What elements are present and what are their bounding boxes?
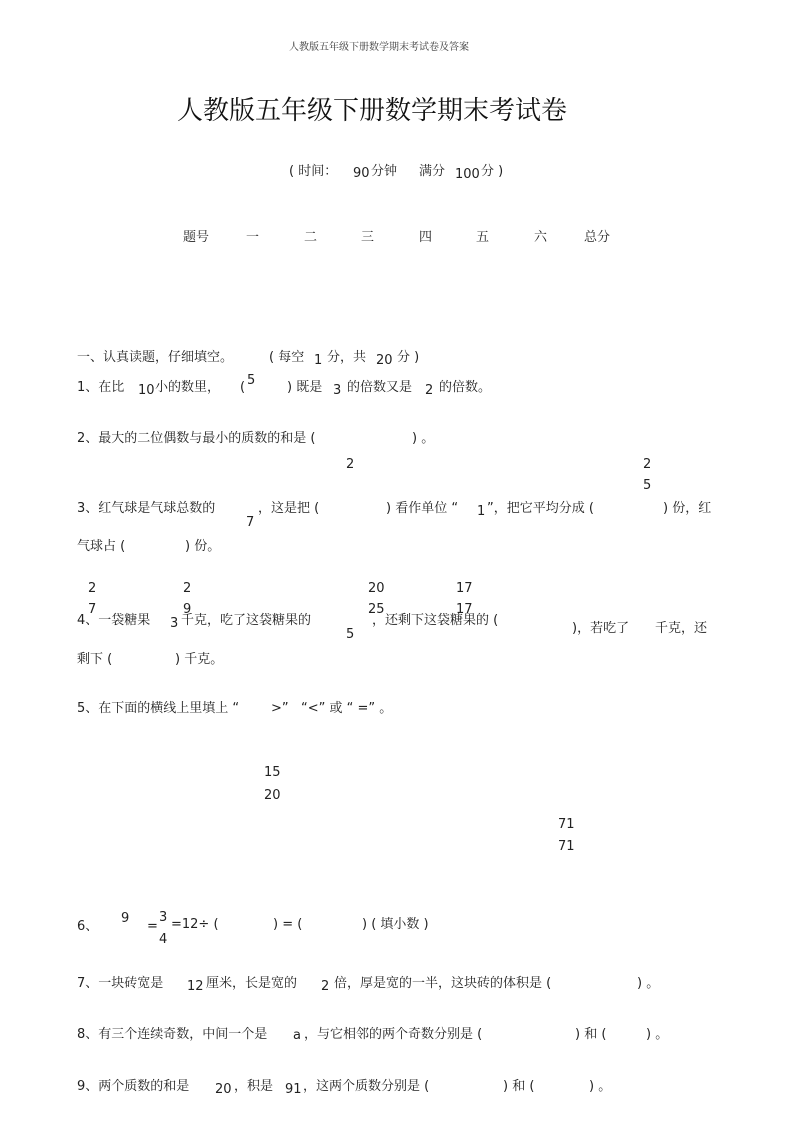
- question-5-value: 15: [264, 765, 281, 780]
- score-col-total: 总分: [584, 230, 611, 245]
- fraction-numerator: 2: [88, 581, 97, 596]
- question-7-number: 2: [321, 979, 330, 994]
- time-value: 90: [353, 166, 370, 181]
- full-score-value: 100: [455, 167, 480, 182]
- question-4-text: 千克，还: [655, 621, 708, 636]
- fraction-denominator: 5: [643, 478, 652, 493]
- question-9-text: 9、两个质数的和是: [77, 1079, 190, 1094]
- question-8-text: ) 。: [646, 1027, 669, 1042]
- section-1-note: 分，共: [327, 350, 367, 365]
- fraction-numerator: 20: [368, 581, 385, 596]
- score-col-1: 一: [246, 230, 260, 245]
- score-col-4: 四: [419, 230, 433, 245]
- question-6-text: ) ( 填小数 ): [362, 917, 429, 932]
- question-1-text: 的倍数。: [439, 380, 492, 395]
- time-label: ( 时间：: [289, 164, 338, 179]
- question-7-text: 厘米，长是宽的: [206, 976, 298, 991]
- question-7-text: ) 。: [637, 976, 660, 991]
- question-4-text: 千克，吃了这袋糖果的: [181, 613, 312, 628]
- question-5-text: “<” 或 “ =” 。: [301, 701, 393, 716]
- question-9-text: ) 和 (: [503, 1079, 535, 1094]
- section-1-note-value: 20: [376, 353, 393, 368]
- page-title: 人教版五年级下册数学期末考试卷: [177, 96, 568, 126]
- question-9-number: 20: [215, 1082, 232, 1097]
- question-9-text: ，这两个质数分别是 (: [303, 1079, 430, 1094]
- score-table-label: 题号: [183, 230, 210, 245]
- question-9-text: ) 。: [589, 1079, 612, 1094]
- question-3-text: ) 份。: [185, 539, 221, 554]
- question-3-text: ) 看作单位 “: [386, 501, 459, 516]
- time-unit: 分钟: [371, 164, 398, 179]
- question-3-text: 气球占 (: [77, 539, 126, 554]
- question-7-text: 7、一块砖宽是: [77, 976, 164, 991]
- section-1-note: 分 ): [397, 350, 420, 365]
- question-1-text: 1、在比: [77, 380, 125, 395]
- question-1-text: 的倍数又是: [347, 380, 413, 395]
- fraction-numerator: 2: [346, 457, 355, 472]
- question-7-number: 12: [187, 979, 204, 994]
- question-1-number: 3: [333, 383, 342, 398]
- fraction-denominator: 17: [456, 602, 473, 617]
- fraction-numerator: 3: [159, 910, 168, 925]
- score-col-6: 六: [534, 230, 548, 245]
- question-2-text: 2、最大的二位偶数与最小的质数的和是 (: [77, 431, 316, 446]
- question-5-value: 20: [264, 788, 281, 803]
- fraction-numerator: 17: [456, 581, 473, 596]
- question-5-value: 71: [558, 817, 575, 832]
- running-header: 人教版五年级下册数学期末考试卷及答案: [289, 42, 469, 53]
- fraction-denominator: 4: [159, 932, 168, 947]
- question-6-text: 6、: [77, 919, 99, 934]
- question-9-text: ，积是: [234, 1079, 274, 1094]
- fraction-denominator: 9: [183, 602, 192, 617]
- question-4-number: 3: [170, 616, 179, 631]
- question-1-text: ) 既是: [287, 380, 323, 395]
- question-3-text: ”，把它平均分成 (: [487, 501, 594, 516]
- question-3-text: ，这是把 (: [258, 501, 320, 516]
- section-1-heading: 一、认真读题，仔细填空。: [77, 350, 234, 365]
- question-4-text: ) 千克。: [175, 652, 224, 667]
- question-8-text: ) 和 (: [575, 1027, 607, 1042]
- question-1-bracket: (: [240, 380, 246, 395]
- question-4-text: 剩下 (: [77, 652, 113, 667]
- question-3-text: ) 份，红: [663, 501, 712, 516]
- question-8-text: ，与它相邻的两个奇数分别是 (: [304, 1027, 483, 1042]
- question-9-number: 91: [285, 1082, 302, 1097]
- question-1-number: 5: [247, 373, 256, 388]
- question-6-text: ) = (: [273, 917, 303, 932]
- question-4-text: ，还剩下这袋糖果的 (: [372, 613, 499, 628]
- fraction-denominator: 7: [88, 602, 97, 617]
- question-5-text: 5、在下面的横线上里填上 “: [77, 701, 240, 716]
- question-8-text: 8、有三个连续奇数，中间一个是: [77, 1027, 268, 1042]
- score-col-2: 二: [304, 230, 318, 245]
- question-4-number: 5: [346, 627, 355, 642]
- fraction-denominator: 7: [246, 515, 255, 530]
- fraction-numerator: 2: [643, 457, 652, 472]
- question-6-number: 9: [121, 911, 130, 926]
- question-4-text: 4、一袋糖果: [77, 613, 151, 628]
- fraction-denominator: 25: [368, 602, 385, 617]
- question-4-text: )，若吃了: [572, 621, 630, 636]
- question-6-equals: =: [147, 919, 158, 934]
- question-2-text: ) 。: [412, 431, 435, 446]
- question-8-variable: a: [293, 1028, 301, 1043]
- question-7-text: 倍，厚是宽的一半，这块砖的体积是 (: [334, 976, 552, 991]
- question-1-text: 小的数里，: [155, 380, 221, 395]
- question-3-number: 1: [477, 504, 486, 519]
- full-score-label: 满分: [419, 164, 446, 179]
- score-col-3: 三: [361, 230, 375, 245]
- question-1-number: 2: [425, 383, 434, 398]
- section-1-note: ( 每空: [269, 350, 305, 365]
- score-col-5: 五: [476, 230, 490, 245]
- question-1-number: 10: [138, 383, 155, 398]
- full-score-close: 分 ): [481, 164, 504, 179]
- section-1-note-value: 1: [314, 353, 323, 368]
- question-5-text: >”: [271, 701, 289, 716]
- question-3-text: 3、红气球是气球总数的: [77, 501, 216, 516]
- question-6-text: =12÷ (: [171, 917, 219, 932]
- fraction-numerator: 2: [183, 581, 192, 596]
- question-5-value: 71: [558, 839, 575, 854]
